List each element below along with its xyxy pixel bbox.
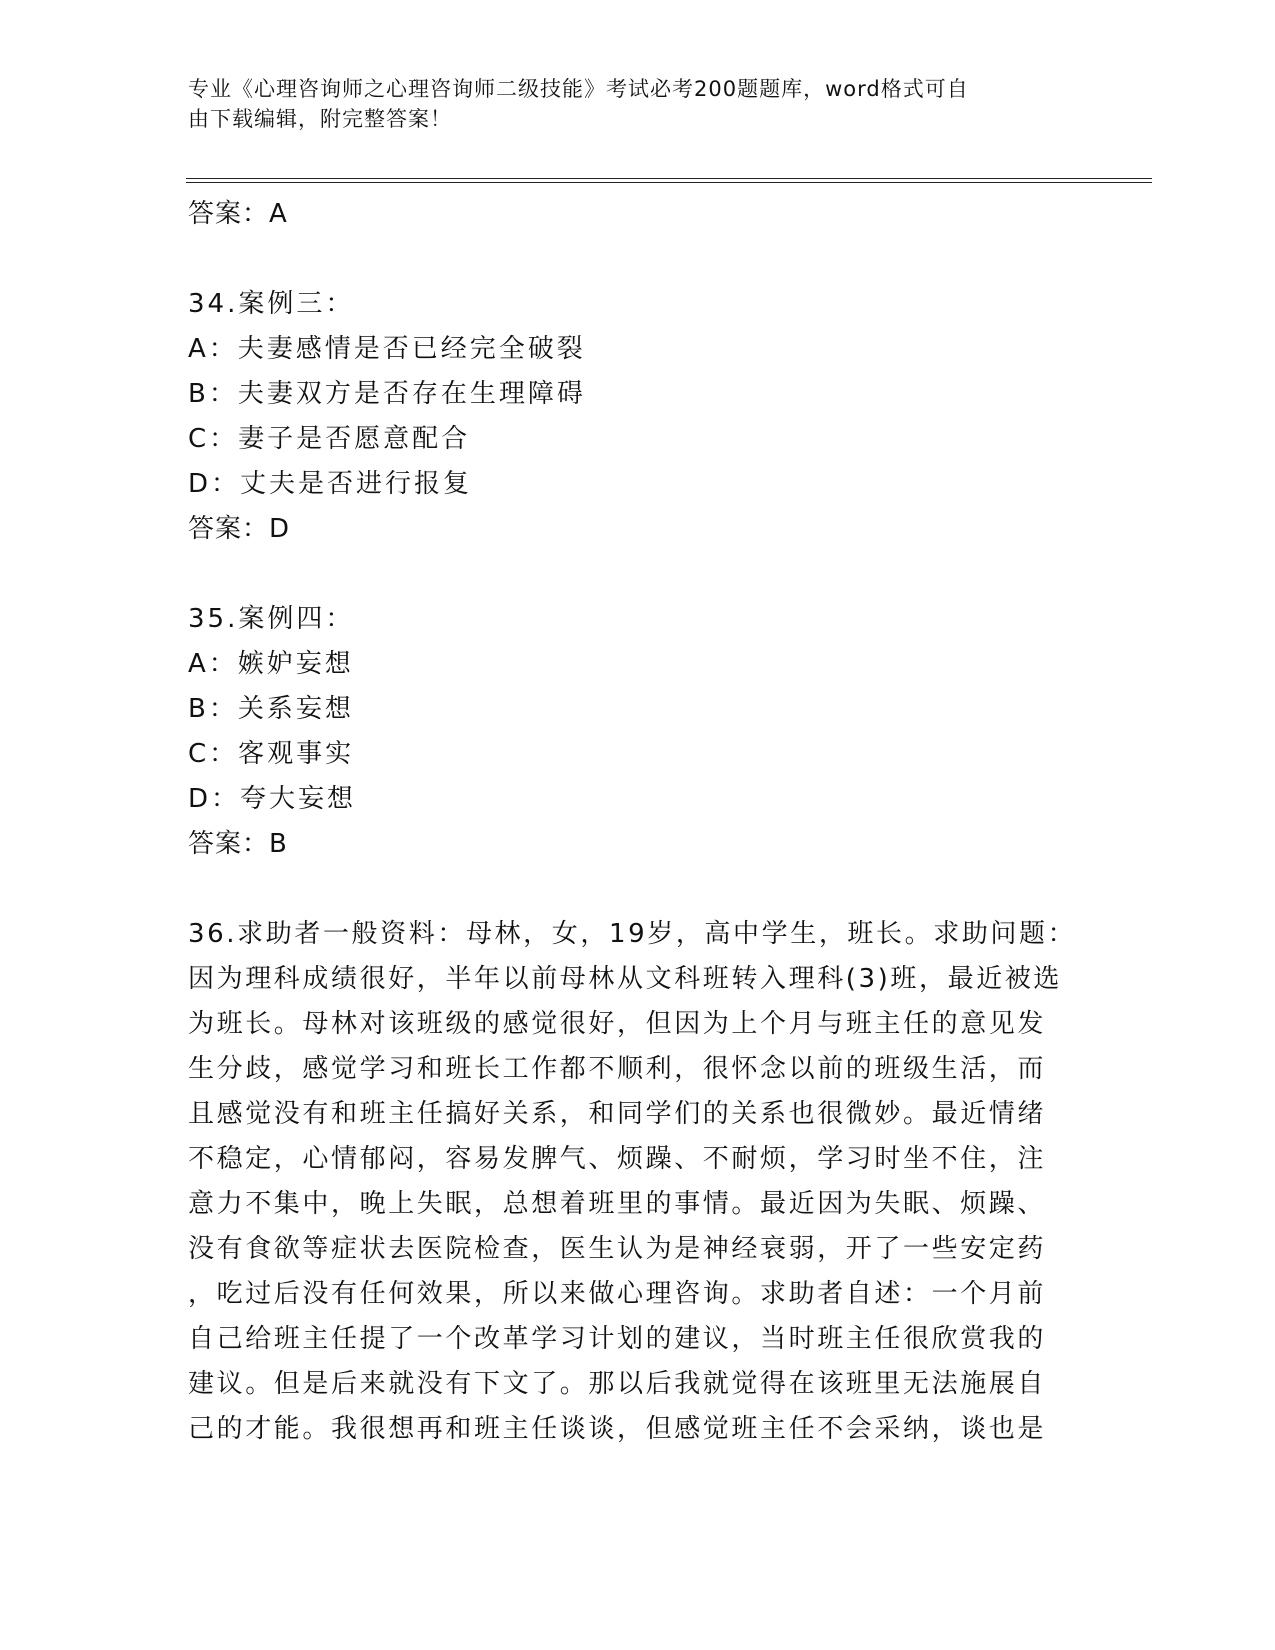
paragraph-line: ，吃过后没有任何效果，所以来做心理咨询。求助者自述：一个月前 [188,1279,1047,1309]
option-d: D：丈夫是否进行报复 [188,469,473,499]
option-a: A：夫妻感情是否已经完全破裂 [188,334,586,364]
paragraph-line: 且感觉没有和班主任搞好关系，和同学们的关系也很微妙。最近情绪 [188,1099,1047,1129]
document-header [188,74,1068,134]
question-36-text [188,912,1077,1452]
answer-line: 答案：B [188,829,288,859]
option-c: C：客观事实 [188,739,355,769]
question-34 [188,282,1068,552]
option-a: A：嫉妒妄想 [188,649,354,679]
answer-line: 答案：D [188,514,291,544]
answer-line: 答案：A [188,199,288,229]
paragraph-line: 不稳定，心情郁闷，容易发脾气、烦躁、不耐烦，学习时坐不住，注 [188,1144,1047,1174]
header-rule-top [186,178,1152,179]
paragraph-line: 生分歧，感觉学习和班长工作都不顺利，很怀念以前的班级生活，而 [188,1054,1047,1084]
paragraph-line: 36.求助者一般资料：母林，女，19岁，高中学生，班长。求助问题： [188,919,1077,949]
question-title: 34.案例三： [188,289,355,319]
option-c: C：妻子是否愿意配合 [188,424,471,454]
paragraph-line: 己的才能。我很想再和班主任谈谈，但感觉班主任不会采纳，谈也是 [188,1414,1047,1444]
paragraph-line: 意力不集中，晚上失眠，总想着班里的事情。最近因为失眠、烦躁、 [188,1189,1047,1219]
question-title: 35.案例四： [188,604,355,634]
paragraph-line: 自己给班主任提了一个改革学习计划的建议，当时班主任很欣赏我的 [188,1324,1047,1354]
question-35 [188,597,1068,867]
paragraph-line: 没有食欲等症状去医院检查，医生认为是神经衰弱，开了一些安定药 [188,1234,1047,1264]
option-b: B：关系妄想 [188,694,354,724]
header-rule-bottom [186,182,1152,183]
header-line-1: 专业《心理咨询师之心理咨询师二级技能》考试必考200题题库，word格式可自 [188,77,969,101]
header-line-2: 由下载编辑，附完整答案！ [188,107,452,131]
paragraph-line: 为班长。母林对该班级的感觉很好，但因为上个月与班主任的意见发 [188,1009,1047,1039]
option-d: D：夸大妄想 [188,784,357,814]
option-b: B：夫妻双方是否存在生理障碍 [188,379,586,409]
paragraph-line: 因为理科成绩很好，半年以前母林从文科班转入理科(3)班，最近被选 [188,964,1063,994]
document-body [188,192,1077,1452]
paragraph-line: 建议。但是后来就没有下文了。那以后我就觉得在该班里无法施展自 [188,1369,1047,1399]
